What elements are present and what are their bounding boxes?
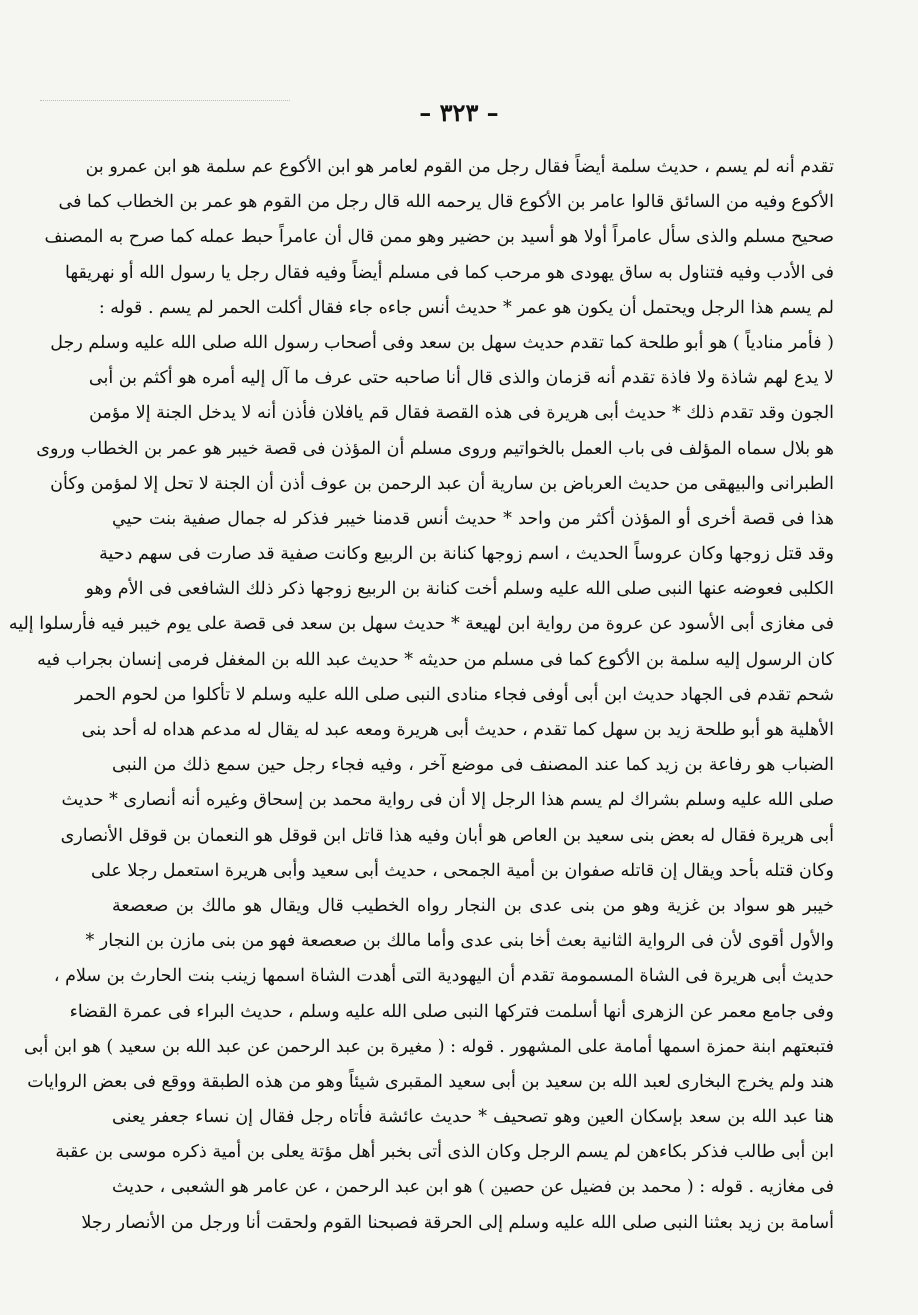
text-line: فتبعتهم ابنة حمزة اسمها أمامة على المشهور . قوله : ( مغيرة بن عبد الرحمن عن عبد الله بن سعيد ) هو ابن أبى — [24, 1036, 834, 1057]
text-line: حديث أبى هريرة فى الشاة المسمومة تقدم أن اليهودية التى أهدت الشاة اسمها زينب بنت الحارث بن سلام ، — [53, 966, 834, 987]
text-line: شحم تقدم فى الجهاد حديث ابن أبى أوفى فجاء منادى النبى صلى الله عليه وسلم لا تأكلوا من لحوم الحمر — [74, 684, 834, 705]
text-line: هذا فى قصة أخرى أو المؤذن أكثر من واحد * حديث أنس قدمنا خيبر فذكر له جمال صفية بنت حيي — [112, 508, 834, 529]
text-line: صحيح مسلم والذى سأل عامراً أولا هو أسيد بن حضير وهو ممن قال أن عامراً حبط عمله كما صرح به المصنف — [44, 227, 834, 248]
text-line: فى مغازى أبى الأسود عن عروة من رواية ابن لهيعة * حديث سهل بن سعد فى قصة على يوم خيبر فيه فأرسلوا إليه — [8, 614, 834, 635]
text-line: الطبرانى والبيهقى من حديث العرباض بن سارية أن عبد الرحمن بن عوف أذن أن الجنة لا تحل إلا لمؤمن وكأن — [50, 473, 834, 494]
text-line: لم يسم هذا الرجل ويحتمل أن يكون هو عمر * حديث أنس جاءه جاء فقال أكلت الحمر لم يسم . قوله : — [98, 297, 834, 318]
text-line: الجون وقد تقدم ذلك * حديث أبى هريرة فى هذه القصة فقال قم يافلان فأذن أنه لا يدخل الجنة إلا مؤمن — [89, 403, 834, 424]
text-line: هند ولم يخرج البخارى لعبد الله بن سعيد بن أبى سعيد المقبرى شيئاً وهو من هذه الطبقة ووقع فى بعض الروايات — [27, 1071, 834, 1092]
text-line: الكلبى فعوضه عنها النبى صلى الله عليه وسلم أخت كنانة بن الربيع زوجها ذكر ذلك الشافعى فى الأم وهو — [85, 579, 834, 600]
text-line: هنا عبد الله بن سعد بإسكان العين وهو تصحيف * حديث عائشة فأتاه رجل فقال إن نساء جعفر يعنى — [112, 1107, 834, 1128]
text-line: الأكوع وفيه من السائق قالوا عامر بن الأكوع قال يرحمه الله قال رجل من القوم هو عمر بن الخطاب كما فى — [58, 192, 834, 213]
text-line: تقدم أنه لم يسم ، حديث سلمة أيضاً فقال رجل من القوم لعامر هو ابن الأكوع عم سلمة هو ابن عمرو بن — [85, 157, 834, 177]
text-line: ابن أبى طالب فذكر بكاءهن لم يسم الرجل وكان الذى أتى بخبر أهل مؤتة يعلى بن أمية ذكره موسى بن عقبة — [55, 1142, 834, 1163]
text-line: الأهلية هو أبو طلحة زيد بن سهل كما تقدم ، حديث أبى هريرة ومعه عبد له يقال له مدعم هداه له أحد بنى — [81, 720, 834, 740]
text-line: فى الأدب وفيه فتناول به ساق يهودى هو مرحب كما فى مسلم أيضاً وفيه فقال رجل يا رسول الله أو نهريقها — [65, 262, 834, 283]
text-line: والأول أقوى لأن فى الرواية الثانية بعث أخا بنى عدى وأما مالك بن صعصعة فهو من بنى مازن بن النجار * — [85, 931, 834, 952]
page-number: – ٣٢٣ – — [419, 98, 499, 127]
text-line: كان الرسول إليه سلمة بن الأكوع كما فى مسلم من حديثه * حديث عبد الله بن المغفل فرمى إنسان بجراب فيه — [37, 649, 834, 670]
text-line: هو بلال سماه المؤلف فى باب العمل بالخواتيم وروى مسلم أن المؤذن فى قصة خيبر هو عمر بن الخطاب وروى — [36, 438, 834, 459]
text-line: ( فأمر منادياً ) هو أبو طلحة كما تقدم حديث سهل بن سعد وفى أصحاب رسول الله صلى الله عليه وسلم رجل — [50, 332, 834, 353]
text-line: لا يدع لهم شاذة ولا فاذة تقدم أنه قزمان والذى قال أنا صاحبه حتى عرف ما آل إليه أمره هو أكثم بن أبى — [88, 368, 834, 389]
body-text — [8, 150, 834, 1241]
text-line: الضباب هو رفاعة بن زيد كما عند المصنف فى موضع آخر ، وفيه فجاء رجل حين سمع ذلك من النبى — [112, 755, 834, 776]
text-line: وفى جامع معمر عن الزهرى أنها أسلمت فتركها النبى صلى الله عليه وسلم ، حديث البراء فى عمرة القضاء — [69, 1001, 834, 1022]
text-line: فى مغازيه . قوله : ( محمد بن فضيل عن حصين ) هو ابن عبد الرحمن ، عن عامر هو الشعبى ، حديث — [112, 1177, 834, 1198]
text-line: خيبر هو سواد بن غزية وهو من بنى عدى بن النجار رواه الخطيب قال ويقال هو مالك بن صعصعة — [112, 895, 834, 916]
text-line: وقد قتل زوجها وكان عروساً الحديث ، اسم زوجها كنانة بن الربيع وكانت صفية قد صارت فى سهم دحية — [99, 544, 834, 565]
text-line: صلى الله عليه وسلم بشراك لم يسم هذا الرجل إلا أن فى رواية محمد بن إسحاق وغيره أنه أنصارى * حديث — [61, 790, 834, 811]
text-line: وكان قتله بأحد ويقال إن قاتله صفوان بن أمية الجمحى ، حديث أبى سعيد وأبى هريرة استعمل رجلا على — [91, 860, 834, 881]
text-line: أبى هريرة فقال له بعض بنى سعيد بن العاص هو أبان وفيه هذا قاتل ابن قوقل هو النعمان بن قوقل الأنصارى — [60, 825, 834, 846]
text-line: أسامة بن زيد بعثنا النبى صلى الله عليه وسلم إلى الحرقة فصبحنا القوم ولحقت أنا ورجل من الأنصار رجلا — [81, 1212, 834, 1233]
